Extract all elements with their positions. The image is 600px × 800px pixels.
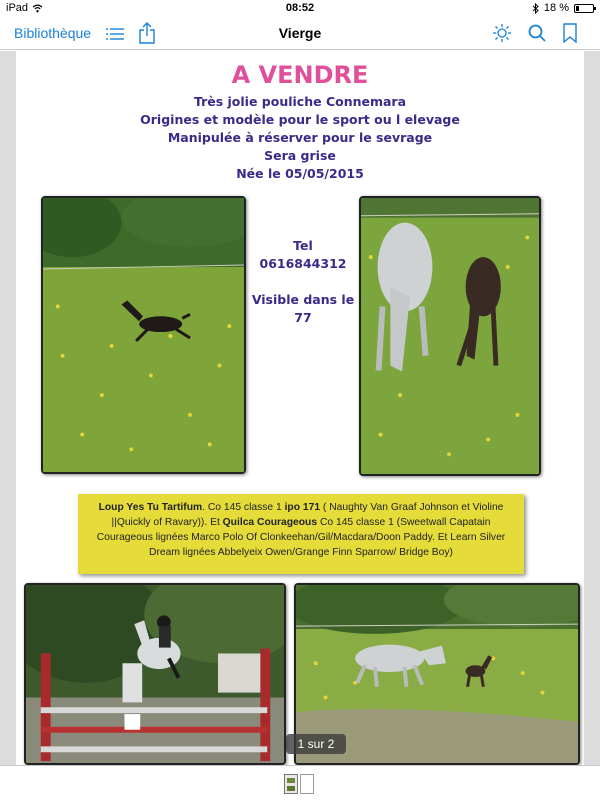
bookmark-icon[interactable] xyxy=(563,23,577,43)
description-line: Très jolie pouliche Connemara xyxy=(193,94,407,109)
share-icon[interactable] xyxy=(138,22,156,44)
visible-department: 77 xyxy=(294,310,312,325)
dam-name: Quilca Courageous xyxy=(222,517,318,528)
page-thumbnail-2[interactable] xyxy=(300,774,314,794)
status-bar xyxy=(0,0,600,18)
description-line: Manipulée à réserver pour le sevrage xyxy=(167,130,433,145)
document-page[interactable] xyxy=(16,51,584,765)
battery-icon xyxy=(574,4,594,13)
sire-lineage: ( Naughty Van Graaf Johnson et Violine ||Quickly of Ravary)). Et xyxy=(111,502,504,528)
page-thumbnail-1[interactable] xyxy=(284,774,298,794)
tel-label: Tel xyxy=(293,238,313,253)
device-label: iPad xyxy=(6,2,29,14)
sire-details: . Co 145 classe 1 xyxy=(202,502,285,513)
visible-location: Visible dans le xyxy=(251,292,355,307)
sire-name: Loup Yes Tu Tartifum xyxy=(98,502,203,513)
clock: 08:52 xyxy=(285,2,315,14)
nav-bar xyxy=(0,18,600,50)
description xyxy=(16,93,584,183)
document-viewer[interactable] xyxy=(0,51,600,765)
brightness-icon[interactable] xyxy=(493,24,511,42)
photo-show-jumping xyxy=(24,583,286,765)
description-line: Origines et modèle pour le sport ou l elevage xyxy=(140,112,460,127)
description-line: Née le 05/05/2015 xyxy=(236,166,364,181)
sire-ipo: ipo 171 xyxy=(284,502,321,513)
bluetooth-icon xyxy=(532,3,539,14)
page-thumbnail-bar xyxy=(0,765,600,800)
photo-mare-and-foal xyxy=(359,196,541,476)
tel-number: 0616844312 xyxy=(259,256,347,271)
search-icon[interactable] xyxy=(528,24,546,42)
photo-foal-galloping xyxy=(41,196,246,474)
pedigree-box xyxy=(78,494,524,574)
battery-percent: 18 % xyxy=(543,2,569,14)
description-line: Sera grise xyxy=(264,148,336,163)
dam-lineage: Co 145 classe 1 (Sweetwall Capatain Courageous lignées Marco Polo Of Clonkeehan/Gil/Macdara/Doon Paddy. Et Learn Silver Dream lignées Abbelyeix Owen/Grange Finn Sparrow/ Bridge Boy) xyxy=(96,517,506,558)
contact-info xyxy=(248,237,358,327)
page-indicator: 1 sur 2 xyxy=(286,734,346,754)
document-title: Vierge xyxy=(278,25,322,41)
library-button[interactable]: Bibliothèque xyxy=(14,25,92,41)
headline: A VENDRE xyxy=(231,61,369,89)
list-icon[interactable] xyxy=(106,27,124,41)
